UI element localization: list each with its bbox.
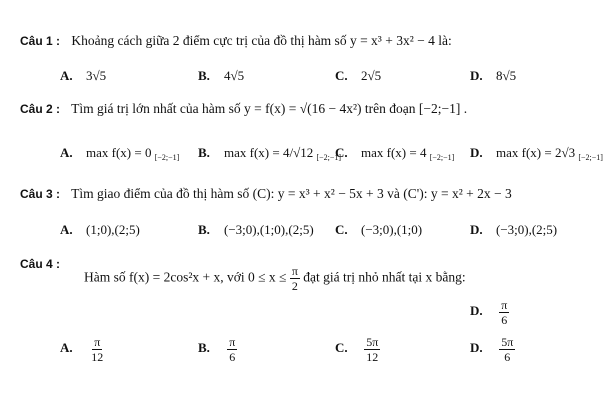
q1-option-d[interactable] — [470, 68, 516, 84]
fraction-denominator: 6 — [229, 350, 236, 364]
option-interval: [−2;−1] — [429, 153, 455, 162]
q4-option-d-top[interactable] — [470, 298, 509, 327]
q4-option-d[interactable] — [470, 335, 515, 364]
question-4-text-after: đạt giá trị nhỏ nhất tại x bằng: — [303, 269, 466, 285]
option-value: (1;0),(2;5) — [86, 222, 140, 237]
q4-option-a[interactable] — [60, 335, 105, 364]
fraction-numerator: 5π — [501, 335, 514, 349]
q1-option-c[interactable] — [335, 68, 381, 84]
q1-option-a[interactable] — [60, 68, 106, 84]
q2-option-b[interactable] — [198, 145, 341, 162]
question-1-label: Câu 1 : — [20, 34, 61, 48]
q3-option-a[interactable] — [60, 222, 140, 238]
question-1-text: Khoảng cách giữa 2 điểm cực trị của đồ thị hàm số y = x³ + 3x² − 4 là: — [71, 33, 452, 48]
option-letter: A. — [60, 68, 73, 83]
option-interval: [−2;−1] — [578, 153, 603, 162]
option-fraction — [499, 335, 515, 364]
question-4-fraction — [290, 264, 300, 293]
question-2-text: Tìm giá trị lớn nhất của hàm số y = f(x) = √(16 − 4x²) trên đoạn [−2;−1] . — [71, 101, 468, 116]
question-3-label: Câu 3 : — [20, 187, 61, 201]
option-letter: D. — [470, 303, 483, 319]
option-letter: B. — [198, 68, 210, 83]
option-letter: D. — [470, 222, 483, 237]
q1-option-b[interactable] — [198, 68, 244, 84]
option-value: (−3;0),(1;0) — [361, 222, 423, 237]
q2-option-a[interactable] — [60, 145, 179, 162]
option-fraction — [89, 335, 105, 364]
fraction-numerator: π — [291, 264, 298, 278]
option-letter: B. — [198, 222, 210, 237]
fraction-denominator: 6 — [501, 313, 508, 327]
option-letter: C. — [335, 222, 348, 237]
option-value: 3√5 — [86, 68, 107, 83]
q4-option-c[interactable] — [335, 335, 380, 364]
option-letter: B. — [198, 145, 210, 160]
question-1 — [20, 33, 452, 49]
option-value: max f(x) = 0 — [86, 145, 152, 160]
option-value: max f(x) = 4 — [361, 145, 427, 160]
fraction-numerator: π — [229, 335, 236, 349]
option-letter: B. — [198, 340, 210, 356]
question-4-text-before: Hàm số f(x) = 2cos²x + x, với 0 ≤ x ≤ — [84, 269, 290, 285]
option-letter: C. — [335, 340, 348, 356]
fraction-denominator: 12 — [366, 350, 379, 364]
option-fraction — [227, 335, 237, 364]
q3-option-c[interactable] — [335, 222, 422, 238]
option-interval: [−2;−1] — [316, 153, 342, 162]
option-letter: C. — [335, 145, 348, 160]
option-value: 8√5 — [496, 68, 517, 83]
option-value: (−3;0),(2;5) — [496, 222, 558, 237]
fraction-numerator: 5π — [366, 335, 379, 349]
fraction-denominator: 12 — [91, 350, 104, 364]
option-value: 4√5 — [224, 68, 245, 83]
q2-option-d[interactable] — [470, 145, 603, 162]
option-letter: D. — [470, 340, 483, 356]
option-fraction — [499, 298, 509, 327]
fraction-numerator: π — [501, 298, 508, 312]
fraction-denominator: 2 — [291, 279, 298, 293]
option-letter: A. — [60, 145, 73, 160]
option-letter: C. — [335, 68, 348, 83]
question-4-label: Câu 4 : — [20, 257, 61, 271]
q2-option-c[interactable] — [335, 145, 454, 162]
option-letter: D. — [470, 145, 483, 160]
q3-option-d[interactable] — [470, 222, 557, 238]
option-value: max f(x) = 2√3 — [496, 145, 576, 160]
option-letter: A. — [60, 222, 73, 237]
option-letter: D. — [470, 68, 483, 83]
option-fraction — [364, 335, 380, 364]
option-value: max f(x) = 4/√12 — [224, 145, 314, 160]
fraction-denominator: 6 — [504, 350, 511, 364]
fraction-numerator: π — [94, 335, 101, 349]
question-4-label-row — [20, 256, 68, 272]
question-3-text: Tìm giao điểm của đồ thị hàm số (C): y = x³ + x² − 5x + 3 và (C'): y = x² + 2x − 3 — [71, 186, 512, 201]
q3-option-b[interactable] — [198, 222, 314, 238]
question-4 — [84, 264, 466, 293]
option-letter: A. — [60, 340, 73, 356]
question-2 — [20, 101, 467, 117]
q4-option-b[interactable] — [198, 335, 237, 364]
question-2-label: Câu 2 : — [20, 102, 61, 116]
option-value: 2√5 — [361, 68, 382, 83]
option-interval: [−2;−1] — [154, 153, 180, 162]
option-value: (−3;0),(1;0),(2;5) — [224, 222, 314, 237]
question-3 — [20, 186, 512, 202]
